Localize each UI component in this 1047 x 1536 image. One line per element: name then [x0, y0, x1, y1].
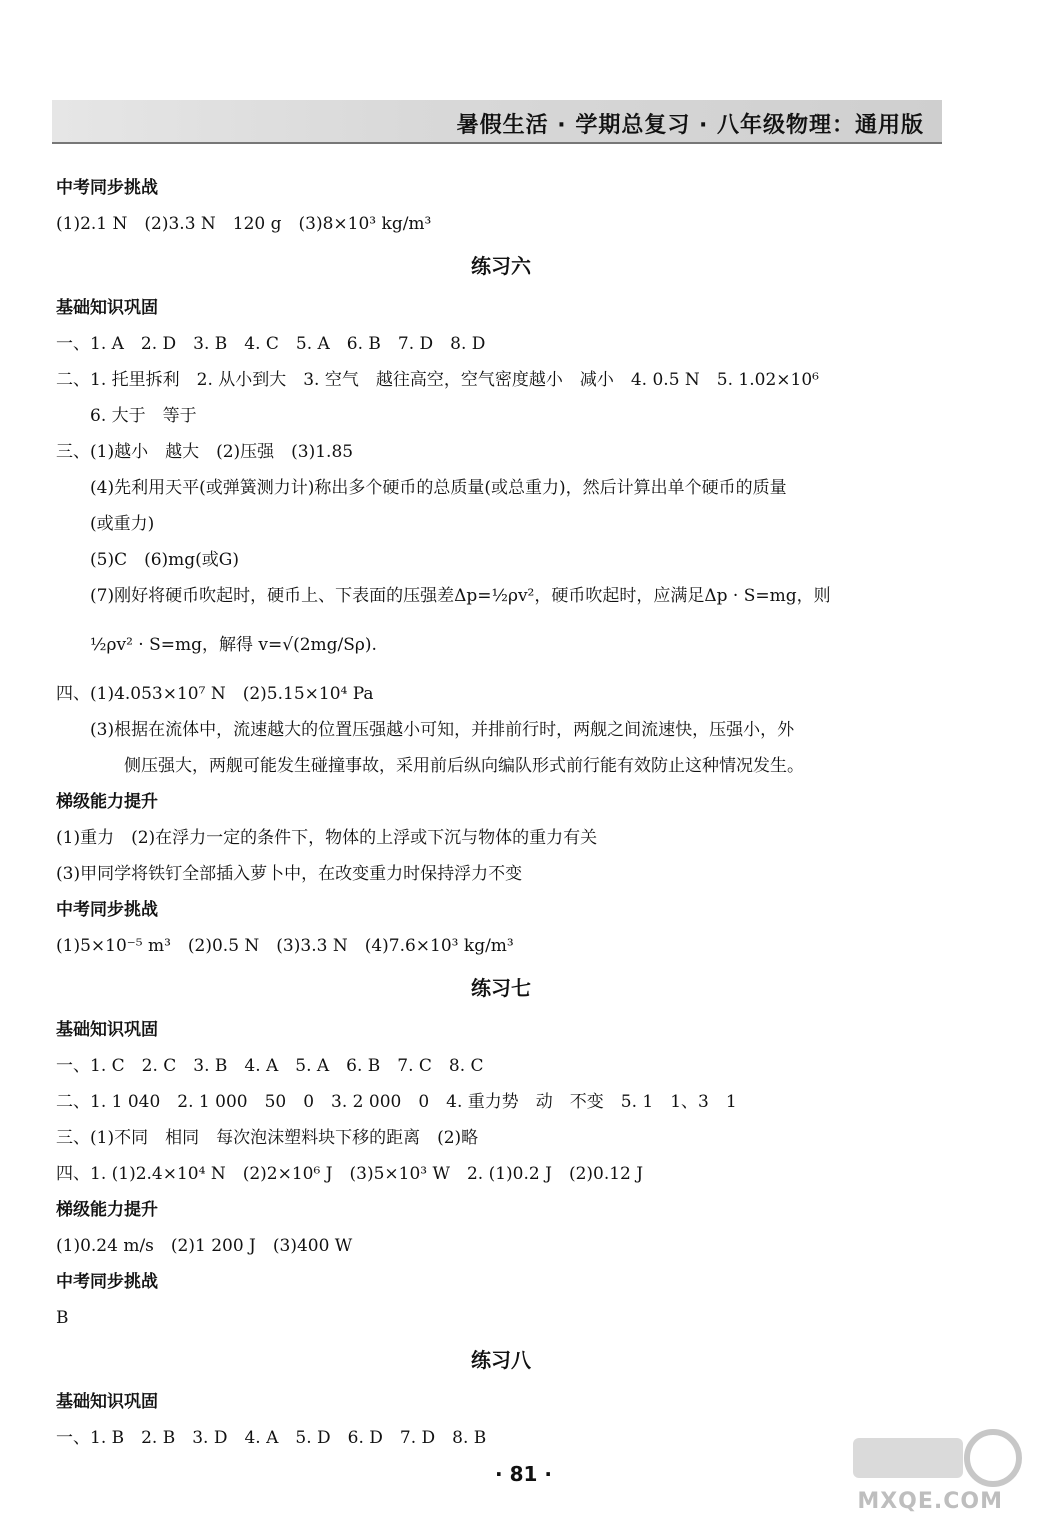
section-heading: 梯级能力提升 — [56, 792, 158, 812]
section-heading: 中考同步挑战 — [56, 178, 158, 198]
answer-line: (4)先利用天平(或弹簧测力计)称出多个硬币的总质量(或总重力)，然后计算出单个硬币的质量 — [90, 478, 787, 498]
section-heading: 中考同步挑战 — [56, 1272, 158, 1292]
section-heading: 基础知识巩固 — [56, 1392, 158, 1412]
answer-line: 6. 大于 等于 — [90, 406, 197, 426]
answer-line: (1)0.24 m/s (2)1 200 J (3)400 W — [56, 1236, 353, 1256]
watermark-text: MXQE.COM — [857, 1489, 1003, 1514]
exercise-title: 练习六 — [471, 254, 531, 278]
answer-line: 二、1. 托里拆利 2. 从小到大 3. 空气 越往高空，空气密度越小 减小 4. 0.5 N 5. 1.02×10⁶ — [56, 370, 819, 390]
section-heading: 梯级能力提升 — [56, 1200, 158, 1220]
header-title: 暑假生活 · 学期总复习 · 八年级物理：通用版 — [456, 113, 924, 138]
answer-line: 二、1. 1 040 2. 1 000 50 0 3. 2 000 0 4. 重力势 动 不变 5. 1 1、3 1 — [56, 1092, 737, 1112]
answer-line: 侧压强大，两舰可能发生碰撞事故，采用前后纵向编队形式前行能有效防止这种情况发生。 — [124, 756, 804, 776]
watermark-logo — [833, 1418, 1033, 1528]
header-band — [52, 100, 942, 144]
answer-line: (1)重力 (2)在浮力一定的条件下，物体的上浮或下沉与物体的重力有关 — [56, 828, 598, 848]
answer-line: 一、1. B 2. B 3. D 4. A 5. D 6. D 7. D 8. B — [56, 1428, 487, 1448]
answer-line: (或重力) — [90, 514, 155, 534]
answer-line: 一、1. C 2. C 3. B 4. A 5. A 6. B 7. C 8. C — [56, 1056, 484, 1076]
answer-line: (1)5×10⁻⁵ m³ (2)0.5 N (3)3.3 N (4)7.6×10³ kg/m³ — [56, 936, 514, 956]
answer-content — [56, 170, 946, 1456]
answer-line: (3)甲同学将铁钉全部插入萝卜中，在改变重力时保持浮力不变 — [56, 864, 523, 884]
exercise-title: 练习八 — [471, 1348, 531, 1372]
answer-line: (5)C (6)mg(或G) — [90, 550, 240, 570]
answer-line: (7)刚好将硬币吹起时，硬币上、下表面的压强差Δp=½ρv²，硬币吹起时，应满足Δp · S=mg，则 — [90, 586, 831, 606]
formula-line: ½ρv² · S=mg，解得 v=√(2mg/Sρ). — [90, 635, 377, 655]
answer-line: 一、1. A 2. D 3. B 4. C 5. A 6. B 7. D 8. D — [56, 334, 486, 354]
section-heading: 基础知识巩固 — [56, 1020, 158, 1040]
exercise-title: 练习七 — [471, 976, 531, 1000]
answer-line: 三、(1)不同 相同 每次泡沫塑料块下移的距离 (2)略 — [56, 1128, 479, 1148]
section-heading: 中考同步挑战 — [56, 900, 158, 920]
page-number: · 81 · — [495, 1462, 552, 1486]
answer-line: (1)2.1 N (2)3.3 N 120 g (3)8×10³ kg/m³ — [56, 214, 432, 234]
answer-line: B — [56, 1308, 69, 1328]
answer-line: 四、(1)4.053×10⁷ N (2)5.15×10⁴ Pa — [56, 684, 374, 704]
answer-line: (3)根据在流体中，流速越大的位置压强越小可知，并排前行时，两舰之间流速快，压强小，外 — [90, 720, 795, 740]
answer-line: 三、(1)越小 越大 (2)压强 (3)1.85 — [56, 442, 354, 462]
section-heading: 基础知识巩固 — [56, 298, 158, 318]
answer-line: 四、1. (1)2.4×10⁴ N (2)2×10⁶ J (3)5×10³ W 2. (1)0.2 J (2)0.12 J — [56, 1164, 644, 1184]
